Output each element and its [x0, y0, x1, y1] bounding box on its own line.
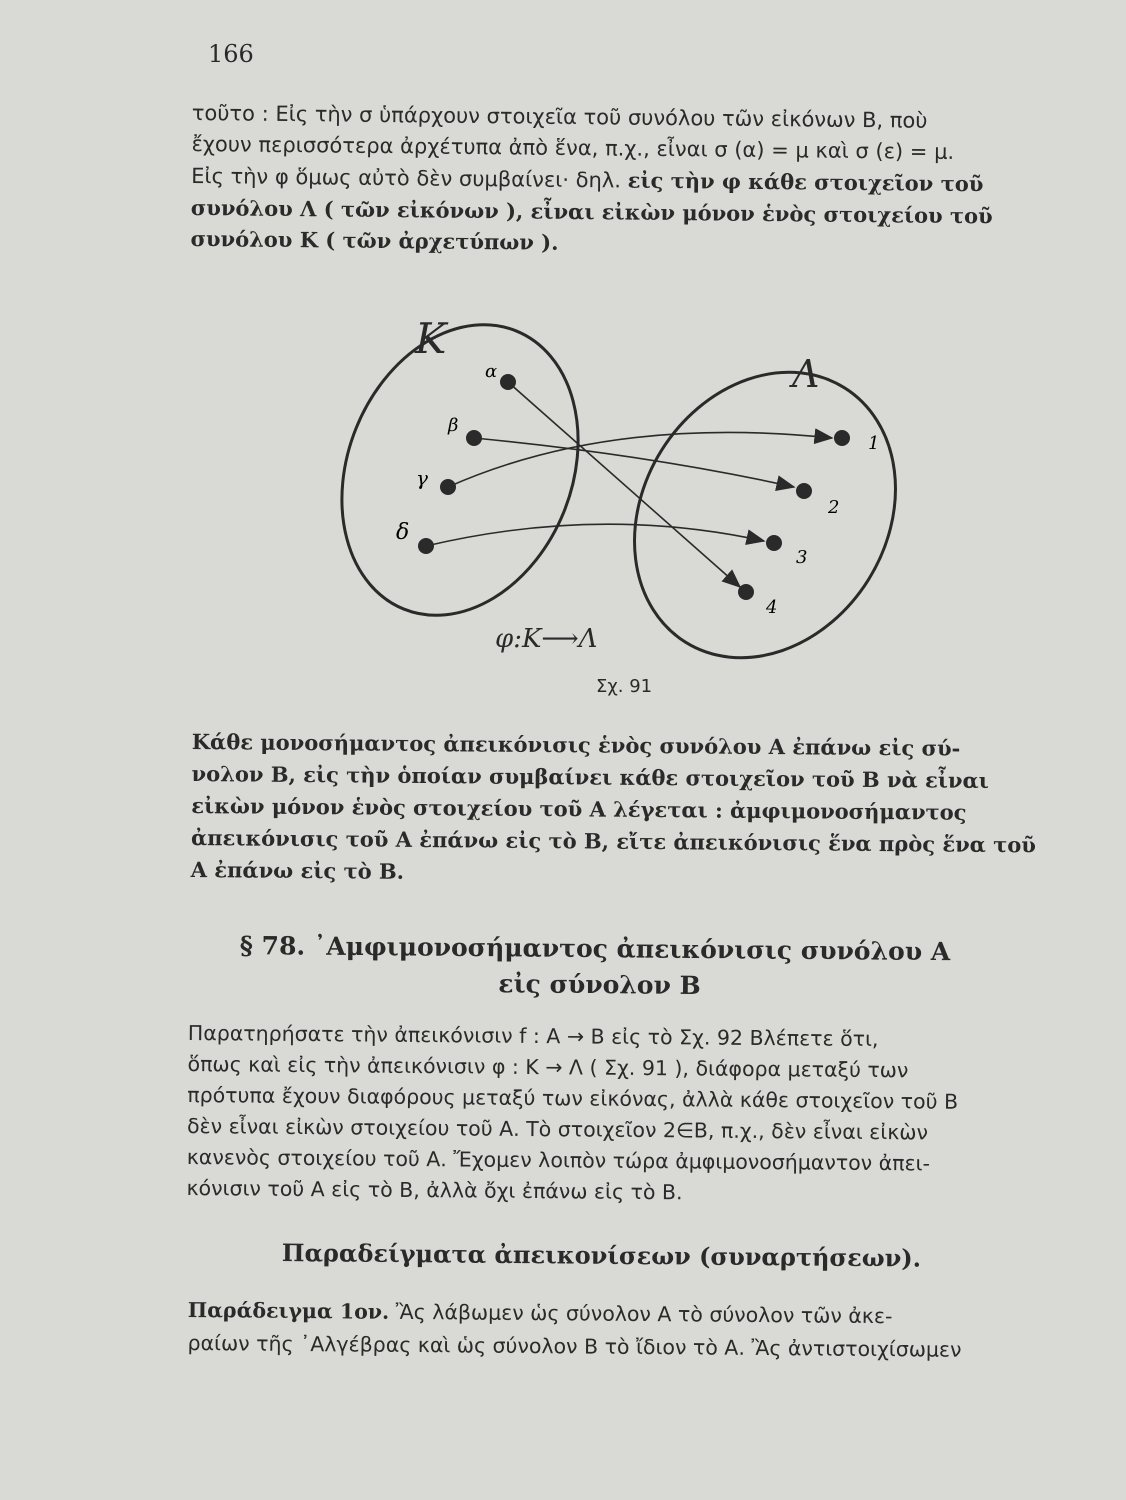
l-element-label: 4: [766, 597, 778, 618]
section-title-line: εἰς σύνολον Β: [498, 969, 701, 1001]
text-line: κόνισιν τοῦ Α εἰς τὸ Β, ἀλλὰ ὄχι ἐπάνω εἰς τὸ Β.: [186, 1175, 683, 1205]
l-element-label: 3: [796, 547, 808, 568]
mapping-arrow: [426, 524, 764, 546]
text-line: δὲν εἶναι εἰκὼν στοιχείου τοῦ Α. Τὸ στοιχεῖον 2∈Β, π.χ., δὲν εἶναι εἰκὼν: [186, 1113, 929, 1145]
l-point: [766, 535, 782, 551]
k-element-label: γ: [416, 466, 428, 490]
text-line: ἔχουν περισσότερα ἀρχέτυπα ἀπὸ ἕνα, π.χ., εἶναι σ (α) = μ καὶ σ (ε) = μ.: [191, 131, 955, 164]
section-heading: [239, 928, 1000, 1007]
l-point: [834, 430, 850, 446]
text-line: εἰκὼν μόνον ἑνὸς στοιχείου τοῦ Α λέγεται : ἀμφιμονοσήμαντος: [191, 792, 967, 825]
text-line: Παρατηρήσατε τὴν ἀπεικόνισιν f : Α → Β εἰς τὸ Σχ. 92 Βλέπετε ὅτι,: [187, 1020, 879, 1052]
example-label: Παράδειγμα 1ον.: [187, 1297, 390, 1324]
set-l-label: Λ: [792, 352, 820, 396]
page-number: 166: [208, 40, 254, 68]
text-line: ὅπως καὶ εἰς τὴν ἀπεικόνισιν φ : Κ → Λ ( Σχ. 91 ), διάφορα μεταξύ των: [187, 1051, 909, 1083]
l-element-label: 2: [828, 497, 840, 518]
text-line: ἀπεικόνισις τοῦ Α ἐπάνω εἰς τὸ Β, εἴτε ἀπεικόνισις ἕνα πρὸς ἕνα τοῦ: [190, 824, 1037, 858]
mapping-arrow: [508, 382, 740, 587]
set-k-label: Κ: [415, 314, 447, 363]
mapping-diagram: [320, 305, 940, 675]
examples-heading: Παραδείγματα ἀπεικονίσεων (συναρτήσεων).: [281, 1238, 922, 1273]
text-line: συνόλου Κ ( τῶν ἀρχετύπων ).: [190, 225, 559, 255]
k-element-label: β: [448, 415, 459, 436]
paragraph-definition: [190, 726, 1037, 893]
text-span: Εἰς τὴν φ ὅμως αὐτὸ δὲν συμβαίνει· δηλ.: [191, 163, 622, 193]
text-line: νολον Β, εἰς τὴν ὁποίαν συμβαίνει κάθε στοιχεῖον τοῦ Β νὰ εἶναι: [191, 760, 989, 793]
text-line: ραίων τῆς ᾿Αλγέβρας καὶ ὡς σύνολον Β τὸ ἴδιον τὸ Α. Ἂς ἀντιστοιχίσωμεν: [187, 1330, 962, 1362]
text-line: συνόλου Λ ( τῶν εἰκόνων ), εἶναι εἰκὼν μόνον ἑνὸς στοιχείου τοῦ: [190, 194, 993, 229]
text-line: τοῦτο : Εἰς τὴν σ ὑπάρχουν στοιχεῖα τοῦ συνόλου τῶν εἰκόνων Β, ποὺ: [191, 100, 928, 133]
paragraph-observation: [186, 1018, 1048, 1211]
text-line: Κάθε μονοσήμαντος ἀπεικόνισις ἑνὸς συνόλου Α ἐπάνω εἰς σύ-: [191, 728, 961, 761]
text-line: πρότυπα ἔχουν διαφόρους μεταξύ των εἰκόνας, ἀλλὰ κάθε στοιχεῖον τοῦ Β: [187, 1082, 959, 1114]
mapping-arrow: [474, 438, 794, 487]
k-element-label: α: [485, 361, 498, 382]
k-element-label: δ: [396, 520, 410, 545]
figure-caption: Σχ. 91: [596, 676, 653, 697]
bold-text: εἰς τὴν φ κάθε στοιχεῖον τοῦ: [627, 167, 984, 197]
set-l-ellipse: [582, 323, 940, 675]
text-line: Α ἐπάνω εἰς τὸ Β.: [190, 856, 405, 884]
section-title-line: § 78. ᾿Αμφιμονοσήμαντος ἀπεικόνισις συνόλου Α: [239, 930, 951, 967]
l-point: [796, 483, 812, 499]
paragraph-intro: [190, 98, 1052, 263]
text-line: κανενὸς στοιχείου τοῦ Α. Ἔχομεν λοιπὸν τώρα ἀμφιμονοσήμαντον ἀπει-: [186, 1144, 931, 1176]
mapping-label: φ:Κ⟶Λ: [495, 624, 598, 654]
l-element-label: 1: [868, 433, 880, 454]
text-span: Ἂς λάβωμεν ὡς σύνολον Α τὸ σύνολον τῶν ἀκε-: [389, 1299, 893, 1329]
paragraph-example-1: [187, 1294, 1048, 1368]
